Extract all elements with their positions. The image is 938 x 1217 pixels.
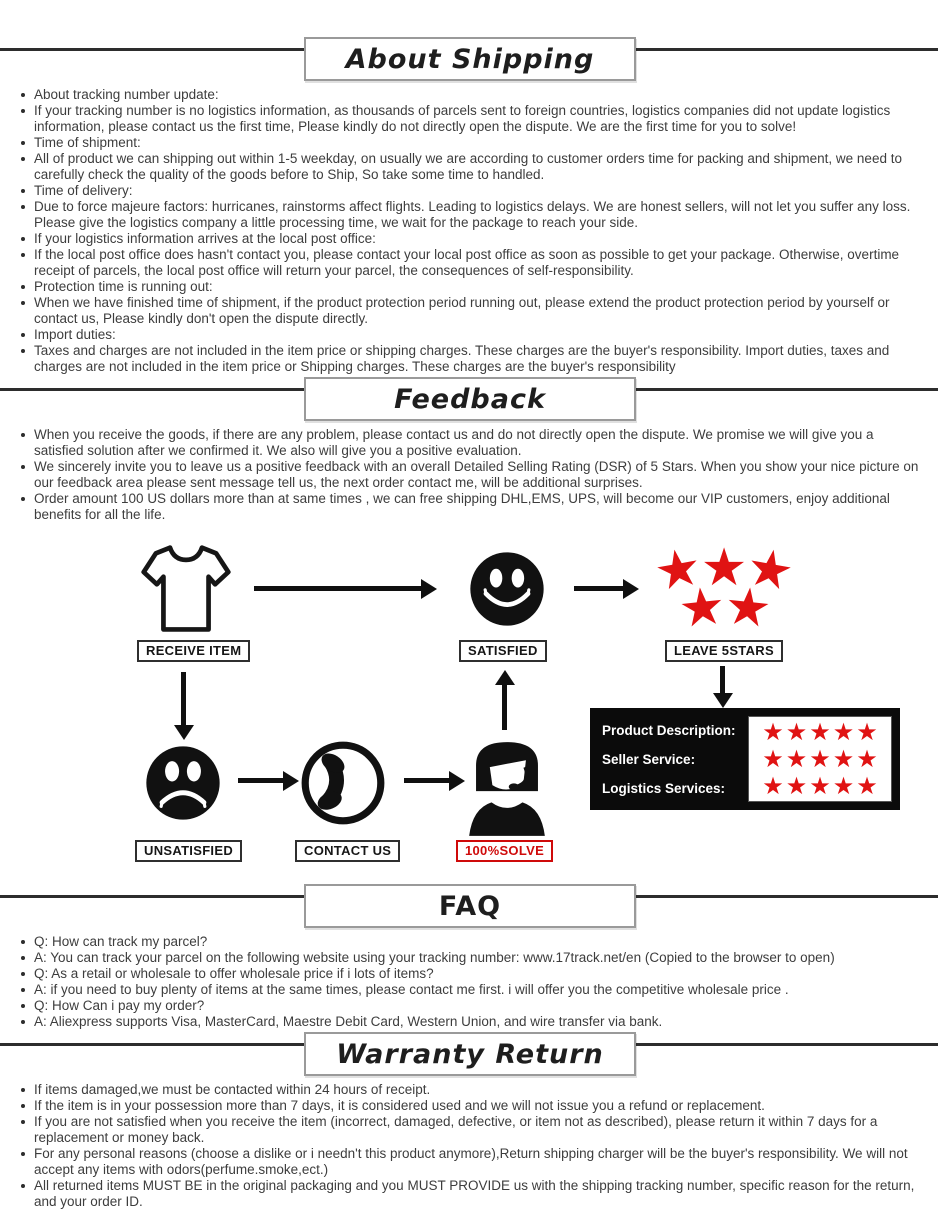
star-icon: ★ [832,771,855,800]
rating-row-label: Product Description: [602,722,736,738]
page-title-faq: FAQ [438,890,502,922]
warranty-bullet-list [0,1082,938,1210]
star-icon: ★ [832,744,855,773]
star-icon: ★ [762,717,784,746]
star-icon: ★ [809,717,831,746]
bullet-item: If your tracking number is no logistics information, as thousands of parcels sent to foreign countries, logistics companies did not update logistics information, please contact us the first time, Please kindly do not directly open the dispute. We are the first time for you to solve! [34,103,924,135]
rating-row-label: Seller Service: [602,751,696,767]
arrow-down-icon [181,672,186,726]
star-icon: ★ [785,771,808,800]
star-icon: ★ [809,744,831,773]
star-icon: ★ [762,744,784,773]
star-icon: ★ [762,771,784,800]
bullet-item: We sincerely invite you to leave us a positive feedback with an overall Detailed Selling Rating (DSR) of 5 Stars. When you show your nice picture on our feedback area please sent message tell us, the next order contact me, will be additional surprises. [34,459,924,491]
bullet-item: Time of shipment: [34,135,924,151]
bullet-item: A: if you need to buy plenty of items at the same times, please contact me first. i will offer you the competitive wholesale price . [34,982,924,998]
title-box [304,377,636,421]
feedback-flow-diagram [0,526,938,878]
shipping-bullet-list [0,87,938,375]
five-stars-icon [649,536,799,641]
rating-stars-row [751,746,889,773]
phone-icon [298,738,388,833]
receive-item-label: RECEIVE ITEM [137,640,250,662]
bullet-item: If items damaged,we must be contacted within 24 hours of receipt. [34,1082,924,1098]
bullet-item: A: Aliexpress supports Visa, MasterCard, Maestre Debit Card, Western Union, and wire transfer via bank. [34,1014,924,1030]
star-icon: ★ [785,744,808,773]
solve-label: 100%SOLVE [456,840,553,862]
star-icon: ★ [649,536,707,604]
bullet-item: Protection time is running out: [34,279,924,295]
bullet-item: A: You can track your parcel on the following website using your tracking number: www.17track.net/en (Copied to the browser to open) [34,950,924,966]
feedback-bullet-list [0,427,938,523]
bullet-item: All returned items MUST BE in the original packaging and you MUST PROVIDE us with the shipping tracking number, specific reason for the return, and your order ID. [34,1178,924,1210]
contact-us-label: CONTACT US [295,840,400,862]
bullet-item: Q: As a retail or wholesale to offer wholesale price if i lots of items? [34,966,924,982]
satisfied-smiley-icon [468,550,546,633]
page-title-feedback: Feedback [394,383,546,415]
bullet-item: When you receive the goods, if there are any problem, please contact us and do not directly open the dispute. We promise we will give you a satisfied solution after we confirmed it. We also will give you a positive evaluation. [34,427,924,459]
star-icon: ★ [741,536,799,604]
star-icon: ★ [809,771,831,800]
bullet-item: If you are not satisfied when you receive the item (incorrect, damaged, defective, or item not as described), please return it within 7 days for a replacement or money back. [34,1114,924,1146]
bullet-item: For any personal reasons (choose a dislike or i needn't this product anymore),Return shipping charger will be the buyer's responsibility. We will not accept any items with odors(perfume.smoke,ect.) [34,1146,924,1178]
arrow-right-icon [574,586,624,591]
rating-row-label: Logistics Services: [602,780,726,796]
rating-labels [602,716,748,803]
bullet-item: Order amount 100 US dollars more than at same times , we can free shipping DHL,EMS, UPS, will become our VIP customers, enjoy additional benefits for all the life. [34,491,924,523]
star-icon: ★ [675,575,729,641]
bullet-item: Taxes and charges are not included in the item price or shipping charges. These charges are the buyer's responsibility. Import duties, taxes and charges are not included in the item price or Shipping charges. These charges are the buyer's responsibility [34,343,924,375]
bullet-item: When we have finished time of shipment, if the product protection period running out, please extend the product protection period by yourself or contact us, Please kindly don't open the dispute directly. [34,295,924,327]
rating-stars-row [751,773,889,800]
bullet-item: If the local post office does hasn't contact you, please contact your local post office as soon as possible to get your package. Otherwise, overtime receipt of parcels, the local post office will return your parcel, the consequences of self-responsibility. [34,247,924,279]
unsatisfied-label: UNSATISFIED [135,840,242,862]
title-box [304,37,636,81]
bullet-item: All of product we can shipping out within 1-5 weekday, on usually we are according to customer orders time for packing and shipment, we need to carefully check the quality of the goods before to Ship, So take some time to handled. [34,151,924,183]
section-header-shipping [0,37,938,83]
bullet-item: Import duties: [34,327,924,343]
page-title-shipping: About Shipping [345,43,595,75]
star-icon: ★ [700,538,748,598]
rating-box [590,708,900,810]
arrow-right-icon [238,778,284,783]
arrow-right-icon [404,778,450,783]
bullet-item: Q: How Can i pay my order? [34,998,924,1014]
star-icon: ★ [785,717,808,746]
bullet-item: If the item is in your possession more than 7 days, it is considered used and we will not issue you a refund or replacement. [34,1098,924,1114]
star-icon: ★ [832,717,855,746]
title-box [304,1032,636,1076]
page-title-warranty: Warranty Return [336,1038,604,1070]
satisfied-label: SATISFIED [459,640,547,662]
bullet-item: About tracking number update: [34,87,924,103]
tshirt-icon [138,542,234,641]
rating-stars-row [751,719,889,746]
star-icon: ★ [856,744,878,773]
star-icon: ★ [856,717,878,746]
section-header-feedback [0,377,938,423]
leave-5stars-label: LEAVE 5STARS [665,640,783,662]
bullet-item: Q: How can track my parcel? [34,934,924,950]
faq-bullet-list [0,934,938,1030]
bullet-item: Due to force majeure factors: hurricanes, rainstorms affect flights. Leading to logistics delays. We are honest sellers, will not let you suffer any loss. Please give the logistics company a little processing time, we wait for the package to reach your side. [34,199,924,231]
unsatisfied-sad-face-icon [144,744,222,827]
section-header-faq [0,884,938,930]
star-icon: ★ [721,575,775,641]
bullet-item: Time of delivery: [34,183,924,199]
rating-stars-panel [748,716,892,802]
support-agent-icon [464,734,550,843]
arrow-down-icon [720,666,725,694]
section-header-warranty [0,1032,938,1078]
star-icon: ★ [856,771,878,800]
arrow-right-icon [254,586,422,591]
title-box [304,884,636,928]
bullet-item: If your logistics information arrives at the local post office: [34,231,924,247]
arrow-up-icon [502,684,507,730]
